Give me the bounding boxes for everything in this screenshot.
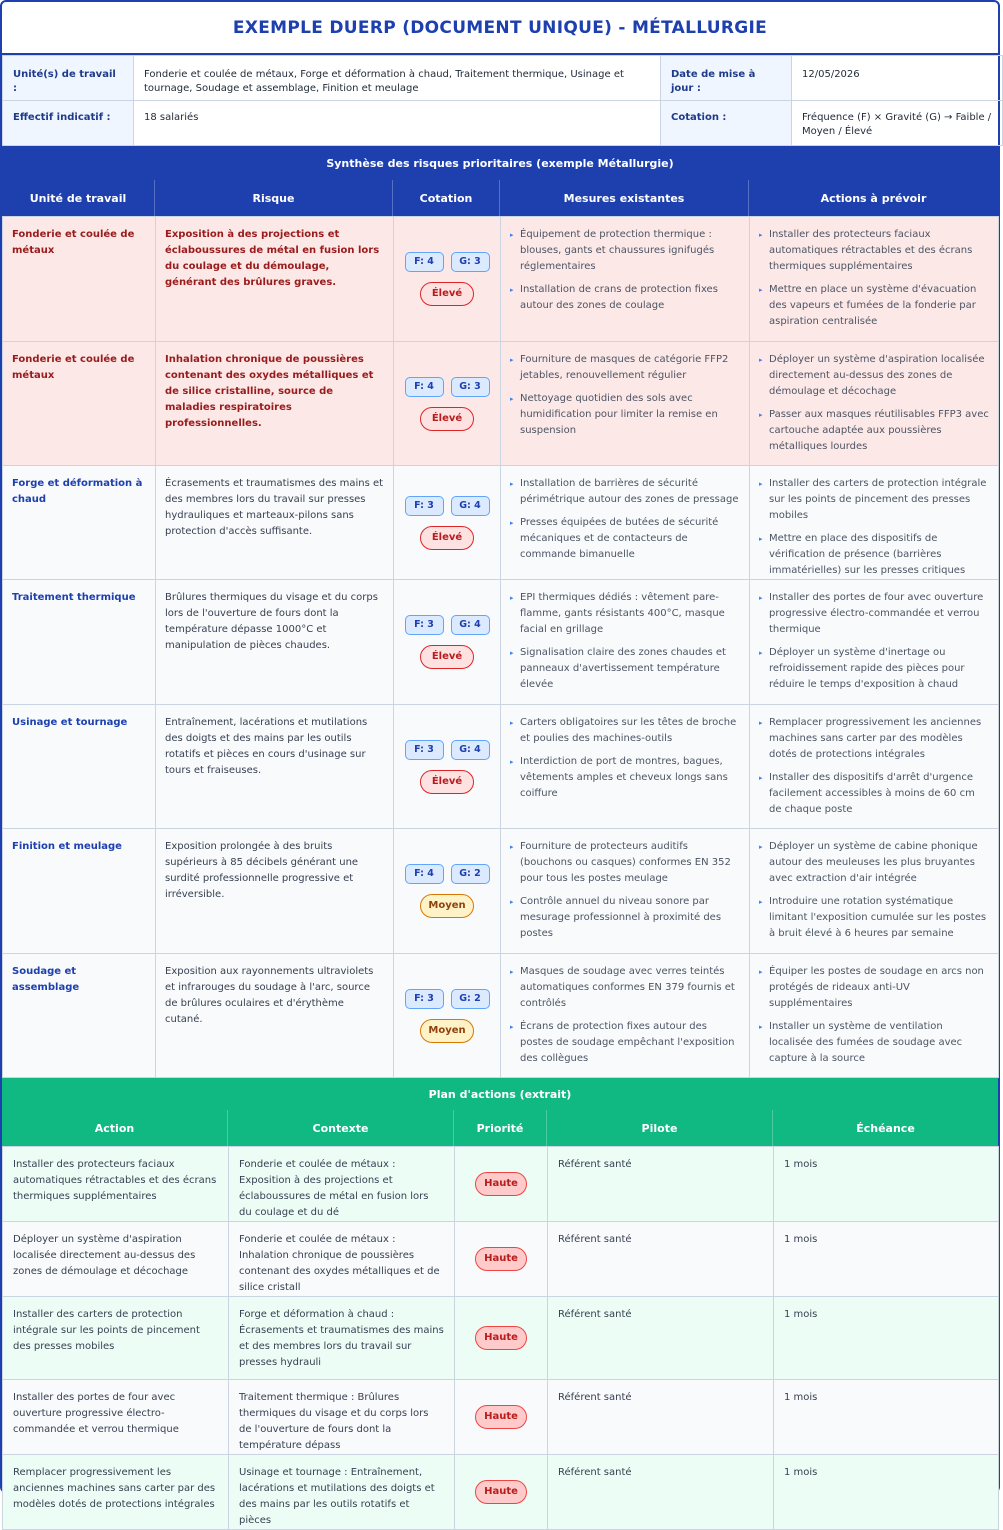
risk-row [3, 829, 999, 954]
col-header-context: Contexte [228, 1110, 454, 1146]
plan-row [3, 1222, 999, 1297]
planned-actions [750, 580, 999, 705]
risk-unit: Forge et déformation à chaud [3, 466, 156, 580]
gravity-pill: G: 3 [451, 252, 490, 272]
risk-unit: Soudage et assemblage [3, 954, 156, 1078]
risk-level-badge: Élevé [420, 770, 474, 794]
risk-level-badge: Élevé [420, 526, 474, 550]
frequency-pill: F: 4 [405, 377, 444, 397]
date-value: 12/05/2026 [792, 56, 1003, 101]
plan-pilot: Référent santé [548, 1147, 774, 1222]
plan-action: Installer des carters de protection intégrale sur les points de pincement des presses mobiles [3, 1297, 229, 1380]
plan-row [3, 1380, 999, 1455]
existing-measures [501, 466, 750, 580]
actions-item: ▸ Mettre en place des dispositifs de vérification de présence (barrières immatérielles) sur les presses critiques [759, 531, 989, 579]
plan-deadline: 1 mois [774, 1222, 999, 1297]
plan-deadline: 1 mois [774, 1455, 999, 1530]
col-header-measures: Mesures existantes [500, 180, 749, 216]
plan-pilot: Référent santé [548, 1297, 774, 1380]
plan-context: Traitement thermique : Brûlures thermiques du visage et du corps lors de l'ouverture de fours dont la température dépass [229, 1380, 455, 1455]
frequency-pill: F: 4 [405, 252, 444, 272]
risk-level-badge: Moyen [420, 1019, 474, 1043]
plan-row [3, 1297, 999, 1380]
risk-description: Exposition aux rayonnements ultraviolets et infrarouges du soudage à l'arc, source de brûlures oculaires et d'érythème cutané. [156, 954, 394, 1078]
synthesis-header [2, 180, 998, 216]
risk-rating [394, 705, 501, 829]
risk-description: Écrasements et traumatismes des mains et des membres lors du travail sur presses hydrauliques et marteaux-pilons sans protection d'accès suffisante. [156, 466, 394, 580]
units-label: Unité(s) de travail : [3, 56, 134, 101]
document-title: EXEMPLE DUERP (DOCUMENT UNIQUE) - MÉTALLURGIE [2, 2, 998, 55]
plan-action: Installer des portes de four avec ouverture progressive électro-commandée et verrou thermique [3, 1380, 229, 1455]
plan-pilot: Référent santé [548, 1380, 774, 1455]
risk-unit: Fonderie et coulée de métaux [3, 217, 156, 342]
risk-table [2, 216, 999, 1078]
actions-item: ▸ Déployer un système de cabine phonique autour des meuleuses les plus bruyantes avec extraction d'air intégrée [759, 839, 989, 887]
plan-row [3, 1455, 999, 1530]
staff-value: 18 salariés [134, 101, 661, 146]
priority-badge: Haute [475, 1326, 527, 1350]
plan-context: Usinage et tournage : Entraînement, lacérations et mutilations des doigts et des mains par les outils rotatifs et pièces [229, 1455, 455, 1530]
planned-actions [750, 954, 999, 1078]
planned-actions [750, 705, 999, 829]
col-header-risk: Risque [155, 180, 393, 216]
risk-rating [394, 580, 501, 705]
plan-context: Fonderie et coulée de métaux : Exposition à des projections et éclaboussures de métal en fusion lors du coulage et du dé [229, 1147, 455, 1222]
plan-priority [455, 1147, 548, 1222]
priority-badge: Haute [475, 1480, 527, 1504]
measures-item: ▸ Écrans de protection fixes autour des postes de soudage empêchant l'exposition des collègues [510, 1019, 740, 1067]
date-label: Date de mise à jour : [661, 56, 792, 101]
plan-action: Installer des protecteurs faciaux automatiques rétractables et des écrans thermiques supplémentaires [3, 1147, 229, 1222]
risk-description: Brûlures thermiques du visage et du corps lors de l'ouverture de fours dont la température dépasse 1000°C et manipulation de pièces chaudes. [156, 580, 394, 705]
measures-item: ▸ Contrôle annuel du niveau sonore par mesurage professionnel à proximité des postes [510, 894, 740, 942]
info-table [2, 55, 1003, 146]
frequency-pill: F: 3 [405, 989, 444, 1009]
plan-header [2, 1110, 998, 1146]
risk-unit: Usinage et tournage [3, 705, 156, 829]
existing-measures [501, 217, 750, 342]
risk-description: Inhalation chronique de poussières contenant des oxydes métalliques et de silice cristalline, source de maladies respiratoires professionnelles. [156, 342, 394, 466]
risk-rating [394, 466, 501, 580]
risk-level-badge: Moyen [420, 894, 474, 918]
planned-actions [750, 829, 999, 954]
plan-row [3, 1147, 999, 1222]
plan-deadline: 1 mois [774, 1380, 999, 1455]
priority-badge: Haute [475, 1172, 527, 1196]
gravity-pill: G: 4 [451, 740, 490, 760]
col-header-unit: Unité de travail [2, 180, 155, 216]
risk-row [3, 342, 999, 466]
actions-item: ▸ Déployer un système d'aspiration localisée directement au-dessus des zones de démoulage et décochage [759, 352, 989, 400]
plan-pilot: Référent santé [548, 1222, 774, 1297]
risk-rating [394, 954, 501, 1078]
units-value: Fonderie et coulée de métaux, Forge et déformation à chaud, Traitement thermique, Usinage et tournage, Soudage et assemblage, Finition et meulage [134, 56, 661, 101]
measures-item: ▸ Installation de barrières de sécurité périmétrique autour des zones de pressage [510, 476, 740, 508]
risk-row [3, 580, 999, 705]
measures-item: ▸ Équipement de protection thermique : blouses, gants et chaussures ignifugés réglementaires [510, 227, 740, 275]
plan-deadline: 1 mois [774, 1297, 999, 1380]
frequency-pill: F: 4 [405, 864, 444, 884]
actions-item: ▸ Remplacer progressivement les anciennes machines sans carter par des modèles dotés de protections intégrales [759, 715, 989, 763]
measures-item: ▸ Presses équipées de butées de sécurité mécaniques et de contacteurs de commande bimanuelle [510, 515, 740, 563]
actions-item: ▸ Introduire une rotation systématique limitant l'exposition cumulée sur les postes à bruit élevé à 6 heures par semaine [759, 894, 989, 942]
frequency-pill: F: 3 [405, 740, 444, 760]
measures-item: ▸ Fourniture de masques de catégorie FFP2 jetables, renouvellement régulier [510, 352, 740, 384]
gravity-pill: G: 2 [451, 864, 490, 884]
plan-pilot: Référent santé [548, 1455, 774, 1530]
plan-banner: Plan d'actions (extrait) [2, 1078, 998, 1110]
measures-item: ▸ Carters obligatoires sur les têtes de broche et poulies des machines-outils [510, 715, 740, 747]
gravity-pill: G: 4 [451, 496, 490, 516]
frequency-pill: F: 3 [405, 615, 444, 635]
actions-item: ▸ Déployer un système d'inertage ou refroidissement rapide des pièces pour réduire le temps d'exposition à chaud [759, 645, 989, 693]
actions-item: ▸ Équiper les postes de soudage en arcs non protégés de rideaux anti-UV supplémentaires [759, 964, 989, 1012]
plan-context: Fonderie et coulée de métaux : Inhalation chronique de poussières contenant des oxydes métalliques et de silice cristall [229, 1222, 455, 1297]
planned-actions [750, 342, 999, 466]
col-header-deadline: Échéance [856, 1121, 915, 1135]
plan-action: Remplacer progressivement les anciennes machines sans carter par des modèles dotés de protections intégrales [3, 1455, 229, 1530]
synthesis-banner: Synthèse des risques prioritaires (exemple Métallurgie) [2, 146, 998, 180]
plan-priority [455, 1455, 548, 1530]
plan-priority [455, 1380, 548, 1455]
plan-action: Déployer un système d'aspiration localisée directement au-dessus des zones de démoulage et décochage [3, 1222, 229, 1297]
measures-item: ▸ Fourniture de protecteurs auditifs (bouchons ou casques) conformes EN 352 pour tous les postes meulage [510, 839, 740, 887]
risk-row [3, 217, 999, 342]
measures-item: ▸ EPI thermiques dédiés : vêtement pare-flamme, gants résistants 400°C, masque facial en grillage [510, 590, 740, 638]
priority-badge: Haute [475, 1247, 527, 1271]
measures-item: ▸ Masques de soudage avec verres teintés automatiques conformes EN 379 fournis et contrôlés [510, 964, 740, 1012]
actions-item: ▸ Installer des dispositifs d'arrêt d'urgence facilement accessibles à moins de 60 cm de chaque poste [759, 770, 989, 818]
rating-label: Cotation : [661, 101, 792, 146]
plan-priority [455, 1222, 548, 1297]
measures-item: ▸ Signalisation claire des zones chaudes et panneaux d'avertissement température élevée [510, 645, 740, 693]
col-header-rating: Cotation [393, 180, 500, 216]
gravity-pill: G: 2 [451, 989, 490, 1009]
existing-measures [501, 580, 750, 705]
gravity-pill: G: 4 [451, 615, 490, 635]
priority-badge: Haute [475, 1405, 527, 1429]
plan-deadline: 1 mois [774, 1147, 999, 1222]
measures-item: ▸ Installation de crans de protection fixes autour des zones de coulage [510, 282, 740, 314]
risk-row [3, 954, 999, 1078]
risk-rating [394, 829, 501, 954]
measures-item: ▸ Nettoyage quotidien des sols avec humidification pour limiter la remise en suspension [510, 391, 740, 439]
rating-value: Fréquence (F) × Gravité (G) → Faible / Moyen / Élevé [792, 101, 1003, 146]
risk-description: Entraînement, lacérations et mutilations des doigts et des mains par les outils rotatifs et pièces en cours d'usinage sur tours et fraiseuses. [156, 705, 394, 829]
actions-item: ▸ Mettre en place un système d'évacuation des vapeurs et fumées de la fonderie par aspiration centralisée [759, 282, 989, 330]
plan-table [2, 1146, 999, 1530]
risk-rating [394, 342, 501, 466]
existing-measures [501, 829, 750, 954]
gravity-pill: G: 3 [451, 377, 490, 397]
actions-item: ▸ Installer un système de ventilation localisée des fumées de soudage avec capture à la source [759, 1019, 989, 1067]
risk-description: Exposition prolongée à des bruits supérieurs à 85 décibels générant une surdité professionnelle progressive et irréversible. [156, 829, 394, 954]
measures-item: ▸ Interdiction de port de montres, bagues, vêtements amples et cheveux longs sans coiffure [510, 754, 740, 802]
risk-unit: Fonderie et coulée de métaux [3, 342, 156, 466]
col-header-action: Action [2, 1110, 228, 1146]
risk-level-badge: Élevé [420, 645, 474, 669]
risk-rating [394, 217, 501, 342]
planned-actions [750, 217, 999, 342]
planned-actions [750, 466, 999, 580]
existing-measures [501, 954, 750, 1078]
col-header-pilot: Pilote [547, 1110, 773, 1146]
risk-level-badge: Élevé [420, 282, 474, 306]
risk-description: Exposition à des projections et éclaboussures de métal en fusion lors du coulage et du démoulage, générant des brûlures graves. [156, 217, 394, 342]
staff-label: Effectif indicatif : [3, 101, 134, 146]
risk-row [3, 705, 999, 829]
existing-measures [501, 705, 750, 829]
plan-context: Forge et déformation à chaud : Écrasements et traumatismes des mains et des membres lors du travail sur presses hydrauli [229, 1297, 455, 1380]
existing-measures [501, 342, 750, 466]
plan-priority [455, 1297, 548, 1380]
actions-item: ▸ Installer des portes de four avec ouverture progressive électro-commandée et verrou thermique [759, 590, 989, 638]
actions-item: ▸ Installer des carters de protection intégrale sur les points de pincement des presses mobiles [759, 476, 989, 524]
frequency-pill: F: 3 [405, 496, 444, 516]
col-header-priority: Priorité [454, 1110, 547, 1146]
risk-unit: Traitement thermique [3, 580, 156, 705]
risk-level-badge: Élevé [420, 407, 474, 431]
risk-row [3, 466, 999, 580]
col-header-actions: Actions à prévoir [820, 191, 927, 205]
actions-item: ▸ Installer des protecteurs faciaux automatiques rétractables et des écrans thermiques supplémentaires [759, 227, 989, 275]
actions-item: ▸ Passer aux masques réutilisables FFP3 avec cartouche adaptée aux poussières métalliques lourdes [759, 407, 989, 455]
risk-unit: Finition et meulage [3, 829, 156, 954]
